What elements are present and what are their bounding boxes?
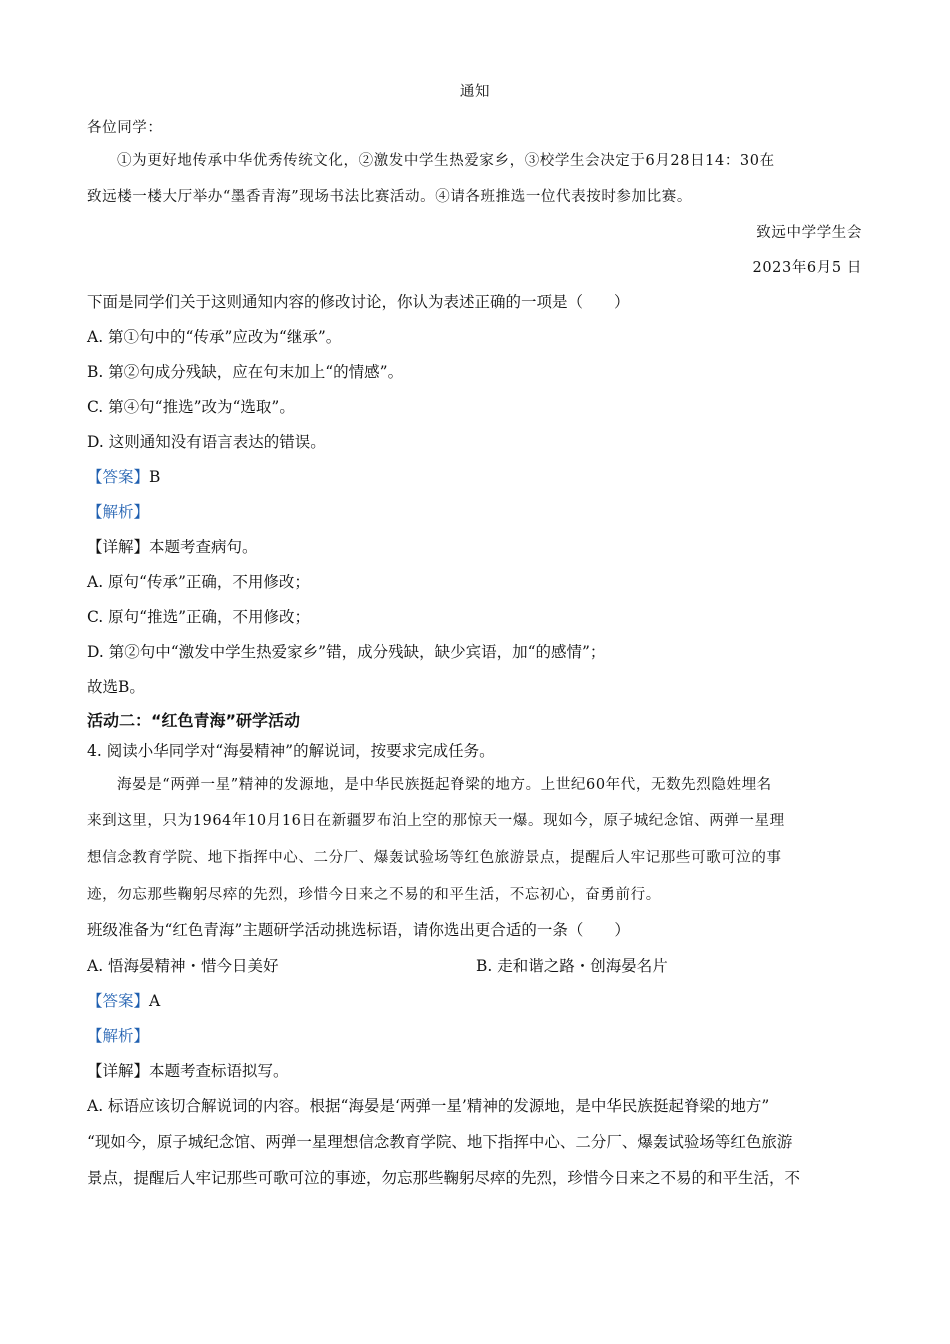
q4-passage-line-1: 海晏是“两弹一星”精神的发源地，是中华民族挺起脊梁的地方。上世纪60年代，无数先烈隐姓埋名 — [117, 777, 772, 793]
q4-detail: 【详解】本题考查标语拟写。 — [87, 1062, 289, 1080]
q3-answer: B — [149, 468, 161, 486]
q4-task: 班级准备为“红色青海”主题研学活动挑选标语，请你选出更合适的一条（ ） — [87, 921, 630, 939]
q3-explain-c: C. 原句“推选”正确，不用修改； — [87, 608, 311, 626]
notice-greeting: 各位同学： — [87, 120, 163, 136]
q4-explain-line-3: 景点，提醒后人牢记那些可歌可泣的事迹，勿忘那些鞠躬尽瘁的先烈，珍惜今日来之不易的和平生活，不 — [87, 1169, 801, 1187]
q4-analysis-tag: 【解析】 — [87, 1027, 150, 1045]
notice-body-line-2: 致远楼一楼大厅举办“墨香青海”现场书法比赛活动。④请各班推选一位代表按时参加比赛。 — [87, 189, 692, 205]
q3-explain-a: A. 原句“传承”正确，不用修改； — [87, 573, 310, 591]
q4-answer-line — [87, 990, 160, 1012]
q4-passage-line-4: 迹，勿忘那些鞠躬尽瘁的先烈，珍惜今日来之不易的和平生活，不忘初心，奋勇前行。 — [87, 887, 661, 903]
q3-option-d: D. 这则通知没有语言表达的错误。 — [87, 433, 326, 451]
notice-body-line-1: ①为更好地传承中华优秀传统文化，②激发中学生热爱家乡，③校学生会决定于6月28日14：30在 — [117, 153, 775, 169]
q4-explain-line-2: “现如今，原子城纪念馆、两弹一星理想信念教育学院、地下指挥中心、二分厂、爆轰试验场等红色旅游 — [87, 1133, 793, 1151]
q3-answer-line — [87, 466, 160, 488]
q3-answer-tag: 【答案】 — [87, 468, 150, 486]
q4-answer: A — [149, 992, 161, 1010]
q4-passage-line-2: 来到这里，只为1964年10月16日在新疆罗布泊上空的那惊天一爆。现如今，原子城纪念馆、两弹一星理 — [87, 813, 785, 829]
q3-option-b: B. 第②句成分残缺，应在句末加上“的情感”。 — [87, 363, 404, 381]
q4-answer-tag: 【答案】 — [87, 992, 150, 1010]
q4-stem: 4. 阅读小华同学对“海晏精神”的解说词，按要求完成任务。 — [87, 742, 495, 760]
notice-signer: 致远中学学生会 — [756, 225, 862, 241]
q3-explain-d: D. 第②句中“激发中学生热爱家乡”错，成分残缺，缺少宾语，加“的感情”； — [87, 643, 606, 661]
q3-analysis-tag: 【解析】 — [87, 503, 150, 521]
activity2-heading: 活动二：“红色青海”研学活动 — [87, 711, 301, 730]
q4-option-a: A. 悟海晏精神・惜今日美好 — [87, 957, 279, 975]
q3-option-a: A. 第①句中的“传承”应改为“继承”。 — [87, 328, 342, 346]
q4-explain-line-1: A. 标语应该切合解说词的内容。根据“海晏是‘两弹一星’精神的发源地，是中华民族挺起脊梁的地方” — [87, 1097, 770, 1115]
q3-option-c: C. 第④句“推选”改为“选取”。 — [87, 398, 295, 416]
notice-title: 通知 — [459, 84, 491, 100]
q3-conclusion: 故选B。 — [87, 678, 145, 696]
q3-stem: 下面是同学们关于这则通知内容的修改讨论，你认为表述正确的一项是（ ） — [87, 293, 630, 311]
q4-passage-line-3: 想信念教育学院、地下指挥中心、二分厂、爆轰试验场等红色旅游景点，提醒后人牢记那些可歌可泣的事 — [87, 850, 782, 866]
q4-option-b: B. 走和谐之路・创海晏名片 — [476, 957, 668, 975]
q3-detail: 【详解】本题考查病句。 — [87, 538, 258, 556]
notice-date: 2023年6月5 日 — [752, 260, 862, 276]
